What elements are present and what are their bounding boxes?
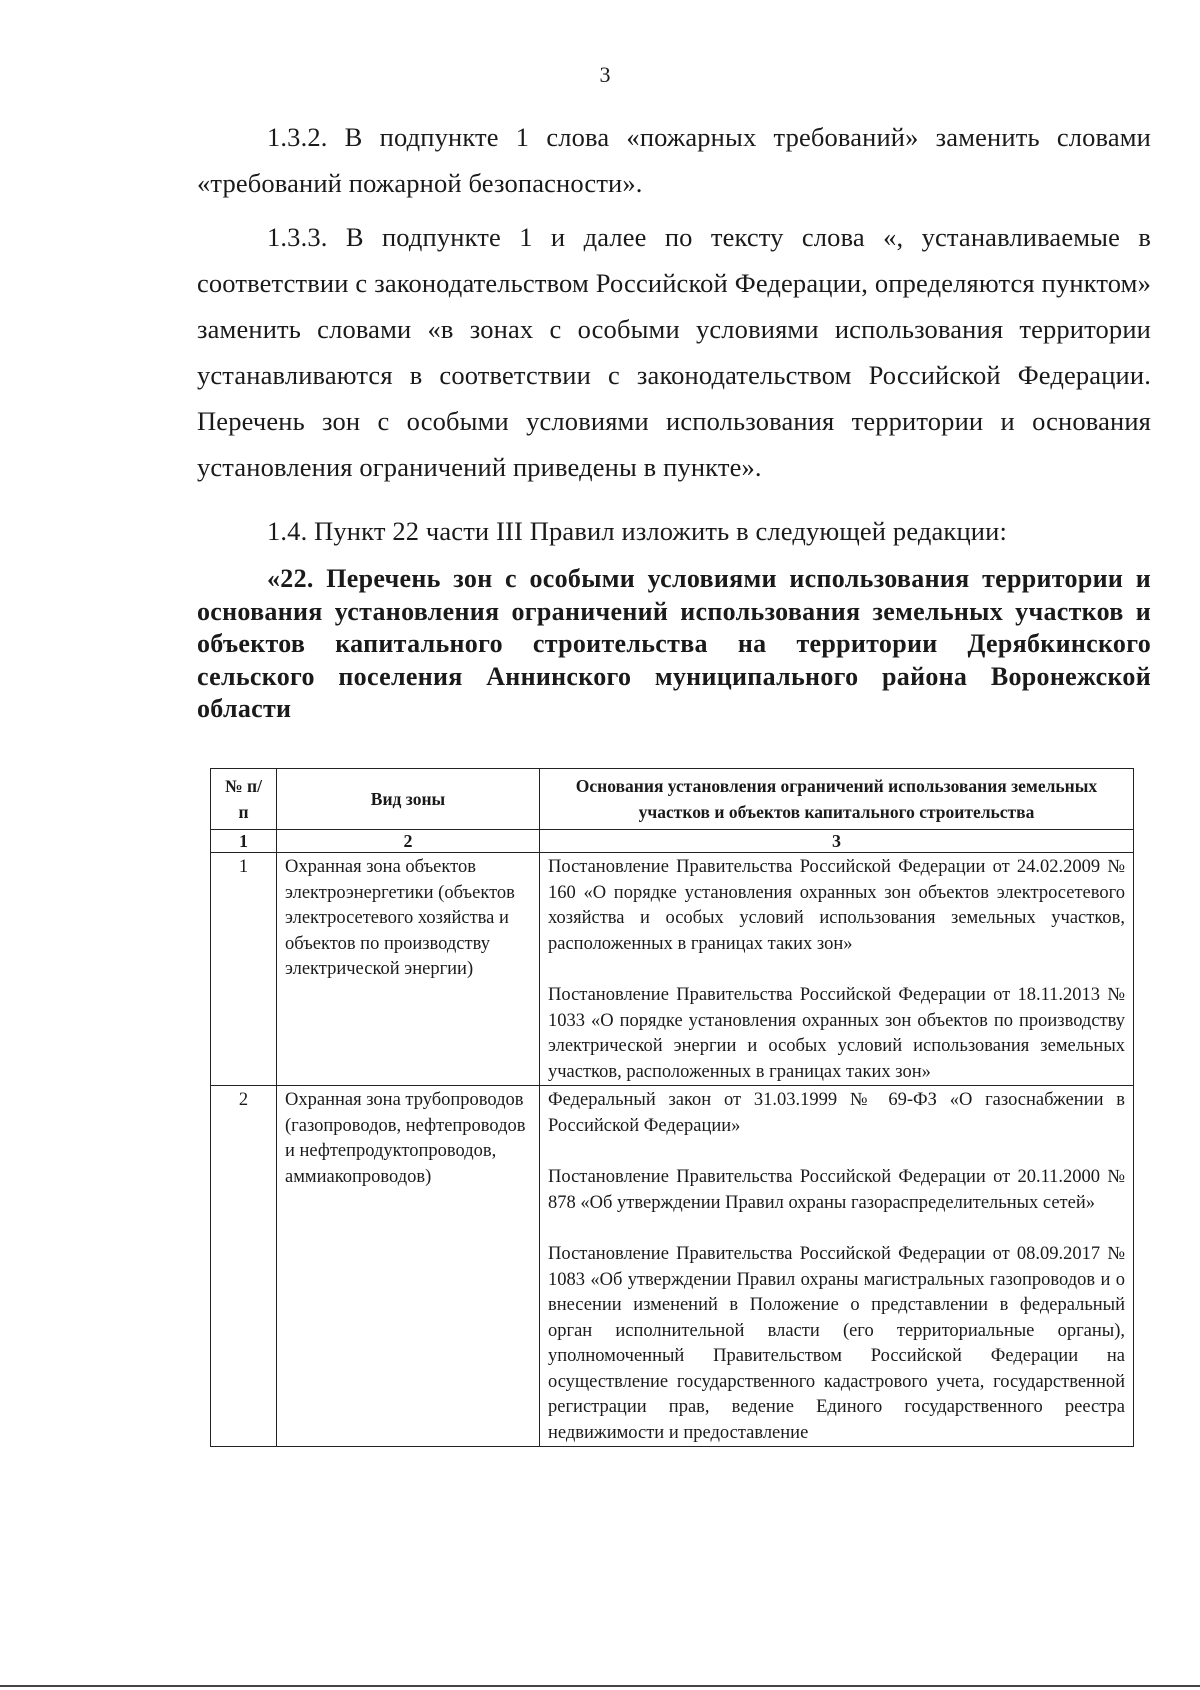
column-number: 3 [540,830,1134,853]
header-kind: Вид зоны [277,769,540,830]
table-row [211,1086,1134,1447]
paragraph-1-3-3 [197,214,1151,490]
column-number: 1 [211,830,277,853]
zone-basis [540,853,1134,1086]
zone-kind: Охранная зона трубопроводов (газопроводов, нефтепроводов и нефтепродуктопроводов, аммиакопроводов) [277,1086,540,1447]
header-num: № п/п [211,769,277,830]
page-number: 3 [599,62,611,87]
zones-table [210,768,1134,1447]
section-heading [197,563,1151,726]
basis-item: Постановление Правительства Российской Федерации от 18.11.2013 № 1033 «О порядке установления охранных зон объектов по производству электрической энергии и особых условий использования земельных участков, расположенных в границах таких зон» [548,985,1125,1082]
row-number: 2 [211,1086,277,1447]
heading-text: «22. Перечень зон с особыми условиями использования территории и основания установления ограничений использования земельных участков и объектов капитального строительства на территории Дерябкинского сельского поселения Аннинского муниципального района Воронежской области [197,564,1151,723]
basis-item: Постановление Правительства Российской Федерации от 24.02.2009 № 160 «О порядке установления охранных зон объектов электросетевого хозяйства и особых условий использования земельных участков, расположенных в границах таких зон» [548,857,1125,954]
table-header-row [211,769,1134,830]
zone-kind: Охранная зона объектов электроэнергетики (объектов электросетевого хозяйства и объектов по производству электрической энергии) [277,853,540,1086]
paragraph-text: 1.3.3. В подпункте 1 и далее по тексту слова «, устанавливаемые в соответствии с законодательством Российской Федерации, определяются пунктом» заменить словами «в зонах с особыми условиями использования территории устанавливаются в соответствии с законодательством Российской Федерации. Перечень зон с особыми условиями использования территории и основания установления ограничений приведены в пункте». [197,222,1151,482]
table-row [211,853,1134,1086]
row-number: 1 [211,853,277,1086]
header-basis: Основания установления ограничений использования земельных участков и объектов капитального строительства [540,769,1134,830]
zone-basis [540,1086,1134,1447]
zones-table-container [210,768,1133,1447]
paragraph-1-4 [197,508,1151,554]
basis-item: Постановление Правительства Российской Федерации от 20.11.2000 № 878 «Об утверждении Правил охраны газораспределительных сетей» [548,1167,1125,1213]
paragraph-text: 1.4. Пункт 22 части III Правил изложить в следующей редакции: [267,516,1007,546]
scan-edge-line [0,1685,1200,1687]
paragraph-1-3-2 [197,114,1151,206]
column-number: 2 [277,830,540,853]
paragraph-text: 1.3.2. В подпункте 1 слова «пожарных требований» заменить словами «требований пожарной безопасности». [197,122,1151,198]
column-numbers-row [211,830,1134,853]
basis-item: Постановление Правительства Российской Федерации от 08.09.2017 № 1083 «Об утверждении Правил охраны магистральных газопроводов и о внесении изменений в Положение о представлении в федеральный орган исполнительной власти (его территориальные органы), уполномоченный Правительством Российской Федерации на осуществление государственного кадастрового учета, государственной регистрации прав, ведение Единого государственного реестра недвижимости и предоставление [548,1244,1125,1443]
basis-item: Федеральный закон от 31.03.1999 № 69-ФЗ «О газоснабжении в Российской Федерации» [548,1090,1125,1136]
